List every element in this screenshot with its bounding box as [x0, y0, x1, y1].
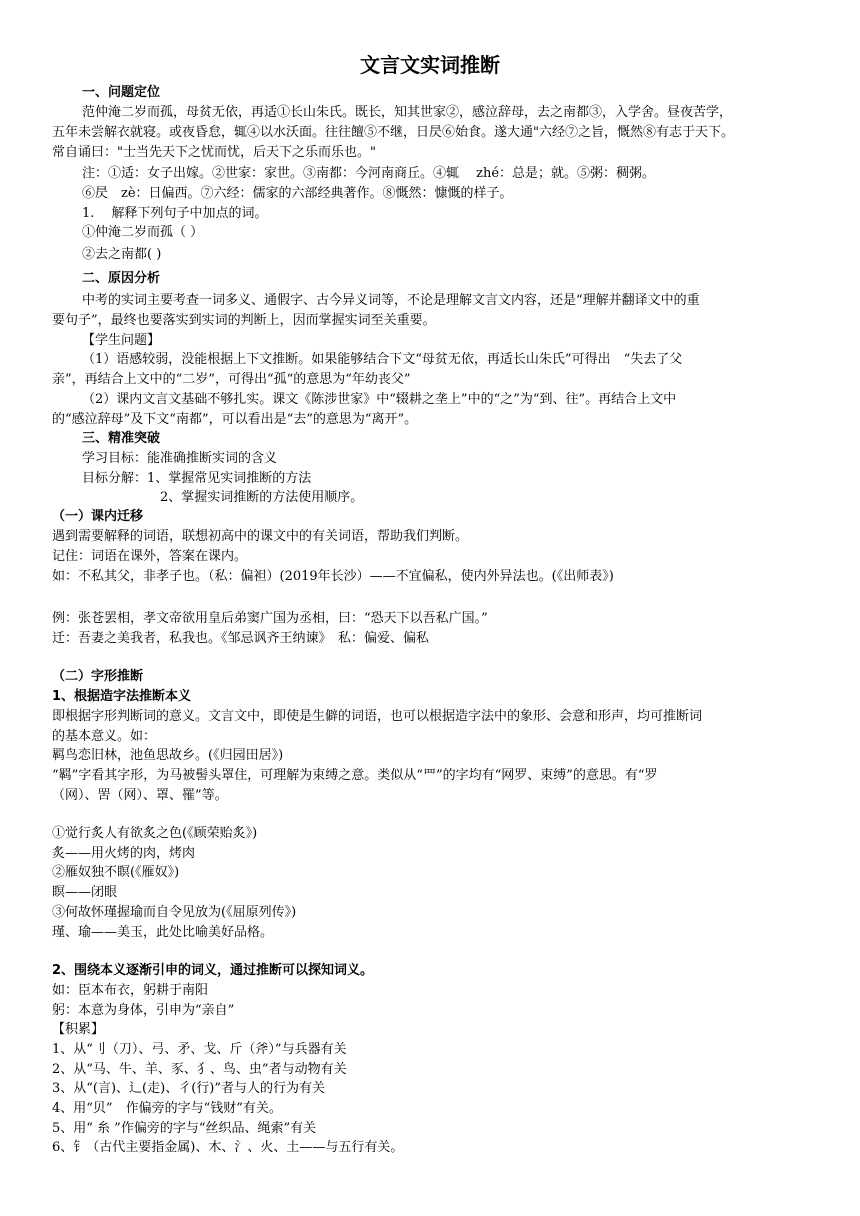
paragraph-line: （2）课内文言文基础不够扎实。课文《陈涉世家》中“辍耕之垄上”中的“之”为“到、往”。再结合上文中 [82, 392, 677, 407]
passage-line: 五年未尝解衣就寝。或夜昏怠，辄④以水沃面。往往饘⑤不继，日昃⑥始食。遂大通"六经⑦之旨，慨然⑧有志于天下。 [52, 125, 734, 140]
text-line: 躬：本意为身体，引申为“亲自” [52, 1003, 235, 1018]
student-problem-label: 【学生问题】 [82, 333, 161, 348]
question-item: ②去之南都( ) [82, 247, 162, 262]
text-line: 如：臣本布衣，躬耕于南阳 [52, 983, 209, 998]
question-item: ①仲淹二岁而孤（ ） [82, 225, 204, 240]
subsection-heading: （二）字形推断 [52, 669, 144, 684]
text-line: 羁鸟恋旧林，池鱼思故乡。(《归园田居》) [52, 748, 284, 763]
document-title: 文言文实词推断 [360, 53, 500, 77]
notes-line: ⑥昃 zè：日偏西。⑦六经：儒家的六部经典著作。⑧慨然：慷慨的样子。 [82, 186, 513, 201]
goal-breakdown: 2、掌握实词推断的方法使用顺序。 [160, 490, 364, 505]
section-heading-problem: 一、问题定位 [82, 85, 161, 100]
paragraph-line: 中考的实词主要考查一词多义、通假字、古今异义词等，不论是理解文言文内容，还是“理解并翻译文中的重 [82, 293, 700, 308]
text-line: ②雁奴独不瞑(《雁奴》) [52, 865, 180, 880]
paragraph-line: 亲”，再结合上文中的“二岁”，可得出“孤“的意思为“年幼丧父” [52, 372, 411, 387]
text-line: 例：张苍罢相，孝文帝欲用皇后弟窦广国为丞相，曰：“恐天下以吾私广国。” [52, 611, 488, 626]
text-line: 炙——用火烤的肉，烤肉 [52, 846, 196, 861]
text-line: 遇到需要解释的词语，联想初高中的课文中的有关词语，帮助我们判断。 [52, 529, 469, 544]
passage-line: 范仲淹二岁而孤，母贫无依，再适①长山朱氏。既长，知其世家②，感泣辞母，去之南都③，入学舍。昼夜苦学， [82, 105, 733, 120]
passage-line: 常自诵曰："士当先天下之忧而忧，后天下之乐而乐也。" [52, 145, 376, 160]
text-line: 如：不私其父，非孝子也。（私：偏袒）(2019年长沙）——不宜偏私，使内外异法也。(《出师表》) [52, 569, 614, 584]
text-line: 即根据字形判断词的意义。文言文中，即使是生僻的词语，也可以根据造字法中的象形、会意和形声，均可推断词 [52, 709, 703, 724]
text-line: “羁”字看其字形，为马被髻头罩住，可理解为束缚之意。类似从“罒”的字均有“网罗、束缚”的意思。有“罗 [52, 768, 658, 783]
subsection-subheading: 1、根据造字法推断本义 [52, 689, 192, 704]
accumulation-item: 5、用“ 糸 ”作偏旁的字与“丝织品、绳索”有关 [52, 1121, 317, 1136]
text-line: （网）、罟（网）、罩、罹”等。 [52, 788, 228, 803]
accumulation-label: 【积累】 [52, 1022, 105, 1037]
question-title: 1. 解释下列句子中加点的词。 [82, 206, 268, 221]
paragraph-line: 要句子”，最终也要落实到实词的判断上，因而掌握实词至关重要。 [52, 313, 436, 328]
accumulation-item: 6、钅（古代主要指金属)、木、氵、火、土——与五行有关。 [52, 1140, 404, 1155]
accumulation-item: 1、从“刂（刀）、弓、矛、戈、斤（斧）”与兵器有关 [52, 1042, 347, 1057]
paragraph-line: 的“感泣辞母”及下文“南都”，可以看出是“去”的意思为“离开”。 [52, 412, 418, 427]
section-heading-cause: 二、原因分析 [82, 271, 161, 286]
paragraph-line: （1）语感较弱，没能根据上下文推断。如果能够结合下文“母贫无依，再适长山朱氏”可得出 “失去了父 [82, 352, 683, 367]
learning-goal: 学习目标：能准确推断实词的含义 [82, 451, 278, 466]
text-line: 的基本意义。如： [52, 729, 157, 744]
text-line: ③何故怀瑾握瑜而自令见放为(《屈原列传》) [52, 905, 297, 920]
text-line: ①觉行炙人有欲炙之色(《顾荣贻炙》) [52, 826, 258, 841]
text-line: 瞑——闭眼 [52, 885, 118, 900]
section-heading-breakthrough: 三、精准突破 [82, 431, 161, 446]
accumulation-item: 3、从“(言)、辶(走)、彳(行)”者与人的行为有关 [52, 1081, 325, 1096]
accumulation-item: 4、用“贝” 作偏旁的字与“钱财”有关。 [52, 1101, 282, 1116]
accumulation-item: 2、从“马、牛、羊、豕、犭、鸟、虫”者与动物有关 [52, 1062, 347, 1077]
text-line: 记住：词语在课外，答案在课内。 [52, 549, 248, 564]
goal-breakdown: 目标分解：1、掌握常见实词推断的方法 [82, 471, 312, 486]
subsection-subheading: 2、围绕本义逐渐引申的词义，通过推断可以探知词义。 [52, 963, 374, 978]
notes-line: 注：①适：女子出嫁。②世家：家世。③南都：今河南商丘。④辄 zhé：总是；就。⑤粥：稠粥。 [82, 166, 656, 181]
text-line: 瑾、瑜——美玉，此处比喻美好品格。 [52, 925, 274, 940]
subsection-heading: （一）课内迁移 [52, 509, 144, 524]
text-line: 迁：吾妻之美我者，私我也。《邹忌讽齐王纳谏》 私：偏爱、偏私 [52, 631, 430, 646]
